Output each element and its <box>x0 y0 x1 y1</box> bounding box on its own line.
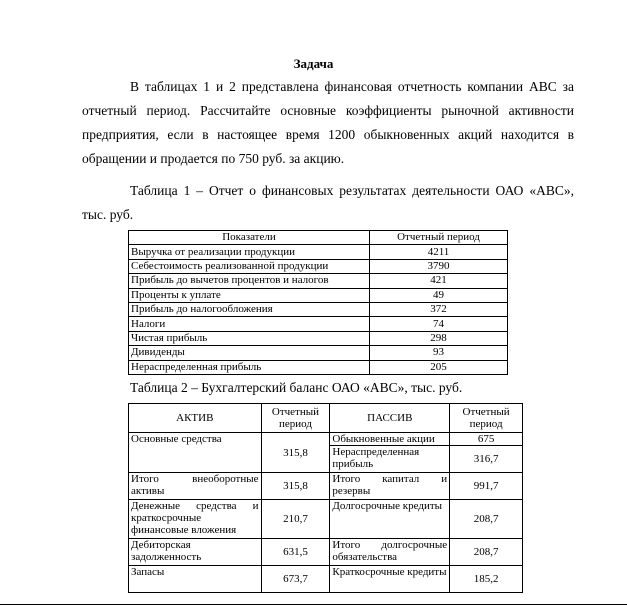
income-statement-table <box>128 230 508 375</box>
column-header-period: Отчетный период <box>450 404 523 433</box>
table-row <box>129 274 508 288</box>
page-bottom-rule <box>0 604 627 605</box>
row-value: 4211 <box>370 245 508 259</box>
row-label: Дивиденды <box>129 346 370 360</box>
row-value: 372 <box>370 302 508 316</box>
row-label: Прибыль до налогообложения <box>129 302 370 316</box>
row-value: 205 <box>370 360 508 374</box>
table-row <box>129 245 508 259</box>
row-value: 93 <box>370 346 508 360</box>
table-row <box>129 302 508 316</box>
row-label: Выручка от реализации продукции <box>129 245 370 259</box>
row-value: 49 <box>370 288 508 302</box>
row-label: Прибыль до вычетов процентов и налогов <box>129 274 370 288</box>
row-value: 74 <box>370 317 508 331</box>
column-header: Показатели <box>129 231 370 245</box>
document-title: Задача <box>293 56 334 71</box>
liability-value: 208,7 <box>450 500 523 539</box>
liability-value: 316,7 <box>450 446 523 473</box>
table-row <box>129 473 523 500</box>
liability-label: Нераспределенная прибыль <box>330 446 450 473</box>
asset-value: 631,5 <box>261 539 330 566</box>
column-header-liabilities: ПАССИВ <box>330 404 450 433</box>
row-value: 298 <box>370 331 508 345</box>
column-header-assets: АКТИВ <box>129 404 262 433</box>
table-header-row <box>129 231 508 245</box>
liability-value: 991,7 <box>450 473 523 500</box>
table-header-row <box>129 404 523 433</box>
row-label: Проценты к уплате <box>129 288 370 302</box>
liability-label: Итого долгосрочные обязательства <box>330 539 450 566</box>
asset-value: 210,7 <box>261 500 330 539</box>
table-row <box>129 539 523 566</box>
asset-label: Итого внеоборотные активы <box>129 473 262 500</box>
table-row <box>129 331 508 345</box>
table-row <box>129 288 508 302</box>
table-row <box>129 346 508 360</box>
table-row <box>129 500 523 539</box>
asset-label: Дебиторская задолженность <box>129 539 262 566</box>
asset-label: Денежные средства и краткосрочные финансовые вложения <box>129 500 262 539</box>
table-row <box>129 317 508 331</box>
liability-label: Обыкновенные акции <box>330 433 450 446</box>
liability-label: Краткосрочные кредиты <box>330 566 450 593</box>
row-label: Налоги <box>129 317 370 331</box>
liability-label: Итого капитал и резервы <box>330 473 450 500</box>
table2-caption: Таблица 2 – Бухгалтерский баланс ОАО «АВС», тыс. руб. <box>130 380 463 395</box>
asset-value: 673,7 <box>261 566 330 593</box>
asset-label: Основные средства <box>129 433 262 473</box>
liability-value: 185,2 <box>450 566 523 593</box>
asset-value: 315,8 <box>261 433 330 473</box>
liability-value: 675 <box>450 433 523 446</box>
row-value: 421 <box>370 274 508 288</box>
column-header-period: Отчетный период <box>261 404 330 433</box>
column-header: Отчетный период <box>370 231 508 245</box>
table1-caption: Таблица 1 – Отчет о финансовых результатах деятельности ОАО «АВС», тыс. руб. <box>82 183 574 222</box>
task-paragraph: В таблицах 1 и 2 представлена финансовая отчетность компании ABC за отчетный период. Рассчитайте основные коэффициенты рыночной активности предприятия, если в настоящее время 1200 обыкновенных акций находится в обращении и продается по 750 руб. за акцию. <box>82 79 574 166</box>
table-row <box>129 566 523 593</box>
table-row <box>129 433 523 446</box>
asset-label: Запасы <box>129 566 262 593</box>
row-label: Нераспределенная прибыль <box>129 360 370 374</box>
table-row <box>129 259 508 273</box>
row-label: Себестоимость реализованной продукции <box>129 259 370 273</box>
row-value: 3790 <box>370 259 508 273</box>
table-row <box>129 360 508 374</box>
asset-value: 315,8 <box>261 473 330 500</box>
liability-label: Долгосрочные кредиты <box>330 500 450 539</box>
row-label: Чистая прибыль <box>129 331 370 345</box>
balance-sheet-table <box>128 403 523 593</box>
liability-value: 208,7 <box>450 539 523 566</box>
